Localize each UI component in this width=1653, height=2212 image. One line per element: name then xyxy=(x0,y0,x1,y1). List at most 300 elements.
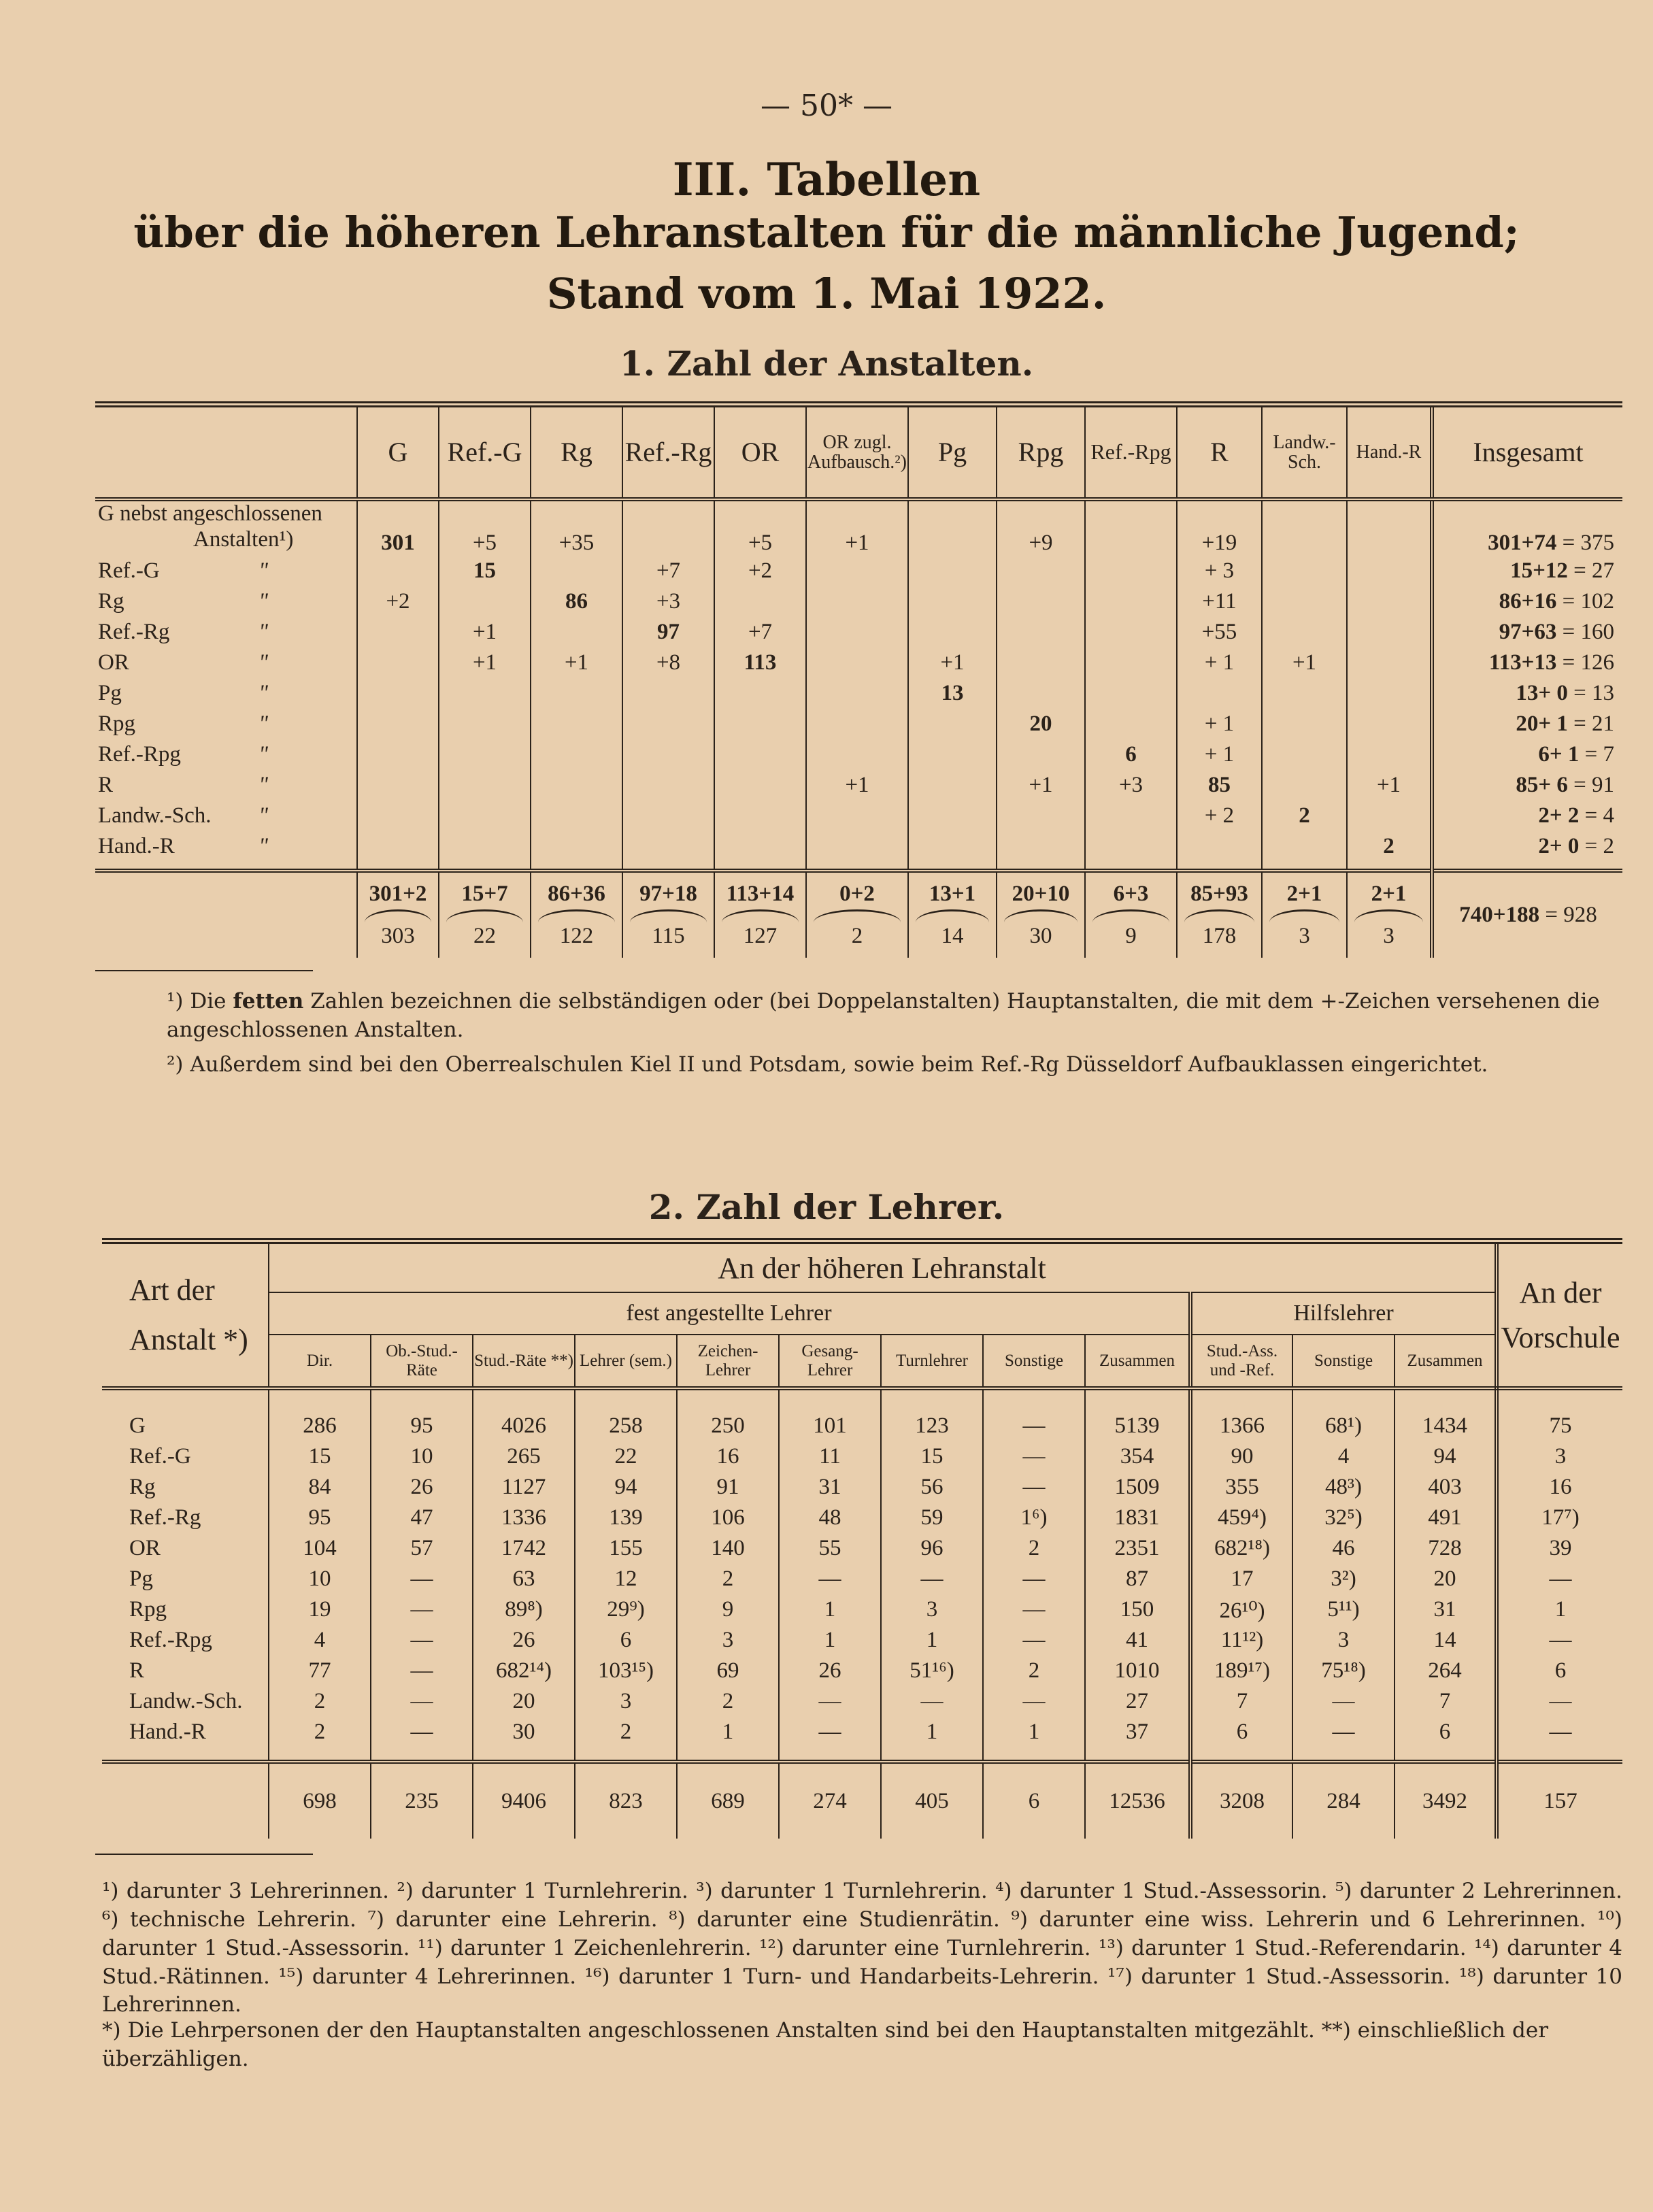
cell xyxy=(531,770,622,801)
cell: 150 xyxy=(1085,1594,1190,1625)
cell xyxy=(622,739,714,770)
cell: 20 xyxy=(997,709,1085,739)
table-row xyxy=(95,831,1622,862)
cell: 2 xyxy=(983,1533,1085,1564)
cell: 1 xyxy=(677,1717,779,1747)
cell: — xyxy=(1292,1717,1395,1747)
cell: 41 xyxy=(1085,1625,1190,1656)
ditto-mark: " xyxy=(258,589,268,614)
table-row xyxy=(102,1503,1622,1533)
sum-cell: 3208 xyxy=(1190,1762,1292,1839)
cell: + 3 xyxy=(1177,556,1262,586)
sum-row xyxy=(102,1762,1622,1839)
row-label: Ref.-Rg " xyxy=(98,620,268,644)
ditto-mark: " xyxy=(258,650,268,675)
header-art: Art der Anstalt *) xyxy=(102,1241,269,1389)
cell: 6 xyxy=(575,1625,677,1656)
cell xyxy=(1085,831,1177,862)
row-label: Rpg " xyxy=(98,711,268,736)
cell: 68¹) xyxy=(1292,1411,1395,1441)
table-row xyxy=(102,1717,1622,1747)
cell xyxy=(1262,709,1347,739)
header-stud-raete: Stud.-Räte **) xyxy=(473,1335,575,1388)
cell xyxy=(908,709,997,739)
header-r: R xyxy=(1177,405,1262,500)
sum-cell: 15+7 22 xyxy=(439,871,531,958)
cell xyxy=(1262,556,1347,586)
header-ob-stud-raete: Ob.-Stud.-Räte xyxy=(371,1335,473,1388)
row-label xyxy=(95,499,357,556)
cell xyxy=(1262,831,1347,862)
cell: 6 xyxy=(1085,739,1177,770)
ditto-mark: " xyxy=(258,742,268,767)
cell xyxy=(1085,499,1177,556)
cell xyxy=(1085,678,1177,709)
cell: 2 xyxy=(575,1717,677,1747)
cell: 6 xyxy=(1395,1717,1497,1747)
cell: 2 xyxy=(983,1656,1085,1686)
cell xyxy=(531,709,622,739)
row-label: Ref.-G xyxy=(129,1444,191,1469)
row-label: Rg xyxy=(129,1475,156,1499)
cell: 682¹⁸) xyxy=(1190,1533,1292,1564)
cell xyxy=(439,709,531,739)
cell: 7 xyxy=(1190,1686,1292,1717)
cell xyxy=(714,586,806,617)
cell xyxy=(1085,801,1177,831)
cell: 85 xyxy=(1177,770,1262,801)
row-label-line1: G nebst angeschlossenen xyxy=(98,501,322,526)
cell: — xyxy=(779,1564,881,1594)
row-total: 86+16 = 102 xyxy=(1432,586,1622,617)
cell xyxy=(1347,586,1432,617)
table2-footnote-star: *) Die Lehrpersonen der den Hauptanstalten angeschlossenen Anstalten sind bei den Hauptanstalten mitgezählt. **) einschließlich der überzähligen. xyxy=(102,2018,1549,2071)
ditto-mark: " xyxy=(258,711,268,736)
table-row xyxy=(102,1625,1622,1656)
cell: 3 xyxy=(677,1625,779,1656)
table1-footnote-2: ²) Außerdem sind bei den Oberrealschulen Kiel II und Potsdam, sowie beim Ref.-Rg Düsseldorf Aufbauklassen eingerichtet. xyxy=(167,1052,1488,1077)
cell xyxy=(531,831,622,862)
cell: +1 xyxy=(1262,648,1347,678)
cell xyxy=(806,831,908,862)
sum-cell: 823 xyxy=(575,1762,677,1839)
sum-cell: 20+10 30 xyxy=(997,871,1085,958)
sum-cell: 284 xyxy=(1292,1762,1395,1839)
cell xyxy=(439,801,531,831)
cell: 26 xyxy=(473,1625,575,1656)
cell xyxy=(1347,617,1432,648)
header-g: G xyxy=(357,405,439,500)
cell: 17⁷) xyxy=(1497,1503,1622,1533)
cell: +2 xyxy=(357,586,439,617)
cell: 97 xyxy=(622,617,714,648)
cell: + 1 xyxy=(1177,648,1262,678)
row-total: 113+13 = 126 xyxy=(1432,648,1622,678)
ditto-mark: " xyxy=(258,681,268,705)
cell: 2351 xyxy=(1085,1533,1190,1564)
row-label: G xyxy=(129,1413,146,1438)
cell: +1 xyxy=(439,617,531,648)
header-main: An der höheren Lehranstalt xyxy=(269,1241,1497,1293)
cell xyxy=(908,831,997,862)
cell: 106 xyxy=(677,1503,779,1533)
cell: 250 xyxy=(677,1411,779,1441)
header-fest: fest angestellte Lehrer xyxy=(269,1292,1190,1335)
cell: +11 xyxy=(1177,586,1262,617)
cell: 3 xyxy=(881,1594,983,1625)
cell xyxy=(908,499,997,556)
cell xyxy=(908,586,997,617)
cell xyxy=(806,678,908,709)
header-insgesamt: Insgesamt xyxy=(1432,405,1622,500)
header-hilf-zusammen: Zusammen xyxy=(1395,1335,1497,1388)
cell xyxy=(622,499,714,556)
cell xyxy=(439,739,531,770)
cell: 2 xyxy=(269,1717,371,1747)
cell: +35 xyxy=(531,499,622,556)
table-row xyxy=(102,1472,1622,1503)
row-label: Landw.-Sch. xyxy=(129,1689,243,1713)
ditto-mark: " xyxy=(258,558,268,583)
cell: — xyxy=(1497,1717,1622,1747)
cell: 2 xyxy=(677,1564,779,1594)
cell xyxy=(1347,739,1432,770)
cell: 87 xyxy=(1085,1564,1190,1594)
sum-cell: 689 xyxy=(677,1762,779,1839)
sum-cell: 13+1 14 xyxy=(908,871,997,958)
ditto-mark: " xyxy=(258,620,268,644)
cell xyxy=(1085,586,1177,617)
cell: 26 xyxy=(779,1656,881,1686)
cell xyxy=(997,617,1085,648)
sum-cell: 97+18 115 xyxy=(622,871,714,958)
cell: — xyxy=(779,1717,881,1747)
header-ref-g: Ref.-G xyxy=(439,405,531,500)
cell: 103¹⁵) xyxy=(575,1656,677,1686)
sum-cell: 0+2 2 xyxy=(806,871,908,958)
cell: 155 xyxy=(575,1533,677,1564)
cell: +3 xyxy=(622,586,714,617)
row-label: Hand.-R xyxy=(129,1720,206,1744)
cell: 11¹²) xyxy=(1190,1625,1292,1656)
cell: 3 xyxy=(575,1686,677,1717)
table1-footnote-1: ¹) Die fetten Zahlen bezeichnen die selbständigen oder (bei Doppelanstalten) Hauptanstalten, die mit dem +-Zeichen versehenen die angeschlossenen Anstalten. xyxy=(167,989,1600,1042)
cell xyxy=(1262,499,1347,556)
cell: 491 xyxy=(1395,1503,1497,1533)
header-landw: Landw.-Sch. xyxy=(1262,405,1347,500)
cell xyxy=(357,770,439,801)
table-row xyxy=(95,739,1622,770)
ditto-mark: " xyxy=(258,773,268,797)
cell: 9 xyxy=(677,1594,779,1625)
row-label: R " xyxy=(98,773,268,797)
cell xyxy=(622,831,714,862)
cell xyxy=(622,678,714,709)
cell xyxy=(1177,831,1262,862)
table2-footnotes: ¹) darunter 3 Lehrerinnen. ²) darunter 1 Turnlehrerin. ³) darunter 1 Turnlehrerin. ⁴) darunter 1 Stud.-Assessorin. ⁵) darunter 2 Lehrerinnen. ⁶) technische Lehrerin. ⁷) darunter eine Lehrerin. ⁸) darunter eine Studienrätin. ⁹) darunter eine wiss. Lehrerin und 6 Lehrerinnen. ¹⁰) darunter 1 Stud.-Assessorin. ¹¹) darunter 1 Zeichenlehrerin. ¹²) darunter eine Turnlehrerin. ¹³) darunter 1 Stud.-Referendarin. ¹⁴) darunter 4 Stud.-Rätinnen. ¹⁵) darunter 4 Lehrerinnen. ¹⁶) darunter 1 Turn- und Handarbeits-Lehrerin. ¹⁷) darunter 1 Stud.-Assessorin. ¹⁸) darunter 10 Lehrerinnen. xyxy=(102,1879,1622,2017)
cell: 3²) xyxy=(1292,1564,1395,1594)
cell xyxy=(908,770,997,801)
cell: — xyxy=(983,1441,1085,1472)
cell xyxy=(1347,648,1432,678)
cell xyxy=(531,617,622,648)
cell: 31 xyxy=(1395,1594,1497,1625)
table-row xyxy=(102,1656,1622,1686)
cell: 1 xyxy=(779,1594,881,1625)
institutions-table xyxy=(95,401,1622,958)
cell xyxy=(1262,617,1347,648)
sum-cell: 405 xyxy=(881,1762,983,1839)
cell xyxy=(806,739,908,770)
sum-cell: 6 xyxy=(983,1762,1085,1839)
cell: — xyxy=(1497,1625,1622,1656)
date-line: Stand vom 1. Mai 1922. xyxy=(546,269,1107,318)
cell: 29⁹) xyxy=(575,1594,677,1625)
row-total: 2+ 0 = 2 xyxy=(1432,831,1622,862)
ditto-mark: " xyxy=(258,803,268,828)
cell: 355 xyxy=(1190,1472,1292,1503)
cell: +7 xyxy=(622,556,714,586)
header-gesanglehrer: Gesang-Lehrer xyxy=(779,1335,881,1388)
table-row xyxy=(95,499,1622,556)
cell xyxy=(622,770,714,801)
teachers-table xyxy=(102,1238,1622,1839)
cell xyxy=(997,831,1085,862)
cell: 86 xyxy=(531,586,622,617)
cell: 46 xyxy=(1292,1533,1395,1564)
table-row xyxy=(95,617,1622,648)
cell: 48³) xyxy=(1292,1472,1395,1503)
cell xyxy=(531,739,622,770)
table-row xyxy=(95,678,1622,709)
cell: — xyxy=(983,1564,1085,1594)
cell: 10 xyxy=(371,1441,473,1472)
cell: 90 xyxy=(1190,1441,1292,1472)
cell xyxy=(1347,709,1432,739)
cell: 27 xyxy=(1085,1686,1190,1717)
cell: — xyxy=(881,1686,983,1717)
cell: 16 xyxy=(677,1441,779,1472)
cell: 3 xyxy=(1292,1625,1395,1656)
cell xyxy=(714,770,806,801)
cell: 30 xyxy=(473,1717,575,1747)
table-row xyxy=(102,1686,1622,1717)
sum-cell: 2+1 3 xyxy=(1262,871,1347,958)
cell xyxy=(1347,678,1432,709)
cell: +8 xyxy=(622,648,714,678)
cell: 51¹⁶) xyxy=(881,1656,983,1686)
cell xyxy=(908,556,997,586)
cell xyxy=(357,648,439,678)
cell xyxy=(1085,648,1177,678)
cell xyxy=(531,556,622,586)
cell: 2 xyxy=(1262,801,1347,831)
cell: 258 xyxy=(575,1411,677,1441)
sum-cell: 274 xyxy=(779,1762,881,1839)
cell xyxy=(714,801,806,831)
cell: +9 xyxy=(997,499,1085,556)
sum-row xyxy=(95,871,1622,958)
row-total: 97+63 = 160 xyxy=(1432,617,1622,648)
row-total: 13+ 0 = 13 xyxy=(1432,678,1622,709)
cell xyxy=(908,617,997,648)
cell: +1 xyxy=(806,499,908,556)
cell: 20 xyxy=(1395,1564,1497,1594)
sum-label-blank xyxy=(95,871,357,958)
cell xyxy=(531,678,622,709)
cell: 104 xyxy=(269,1533,371,1564)
header-hilf: Hilfslehrer xyxy=(1190,1292,1497,1335)
cell: +1 xyxy=(1347,770,1432,801)
cell xyxy=(1177,678,1262,709)
row-label: Ref.-Rpg " xyxy=(98,742,268,767)
cell: +1 xyxy=(439,648,531,678)
cell: 7 xyxy=(1395,1686,1497,1717)
cell xyxy=(997,739,1085,770)
cell: 459⁴) xyxy=(1190,1503,1292,1533)
header-or: OR xyxy=(714,405,806,500)
cell: 89⁸) xyxy=(473,1594,575,1625)
cell: 95 xyxy=(269,1503,371,1533)
table-row xyxy=(102,1533,1622,1564)
cell xyxy=(1262,770,1347,801)
row-total: 85+ 6 = 91 xyxy=(1432,770,1622,801)
page-number: — 50* — xyxy=(761,88,892,123)
cell: 26 xyxy=(371,1472,473,1503)
subtitle: über die höheren Lehranstalten für die männliche Jugend; xyxy=(133,207,1520,257)
cell xyxy=(357,678,439,709)
cell: 1 xyxy=(881,1717,983,1747)
cell: +3 xyxy=(1085,770,1177,801)
cell: 1 xyxy=(1497,1594,1622,1625)
table2-title: 2. Zahl der Lehrer. xyxy=(648,1187,1005,1227)
row-label: Rpg xyxy=(129,1597,167,1622)
cell: — xyxy=(779,1686,881,1717)
cell: 2 xyxy=(677,1686,779,1717)
cell: 32⁵) xyxy=(1292,1503,1395,1533)
table1-header-row xyxy=(95,405,1622,500)
row-label: Landw.-Sch. " xyxy=(98,803,268,828)
cell xyxy=(997,586,1085,617)
row-total: 301+74 = 375 xyxy=(1432,499,1622,556)
cell xyxy=(357,556,439,586)
sum-cell: 301+2 303 xyxy=(357,871,439,958)
cell: 96 xyxy=(881,1533,983,1564)
cell: 14 xyxy=(1395,1625,1497,1656)
cell xyxy=(997,801,1085,831)
row-label: OR xyxy=(129,1536,161,1560)
cell: 19 xyxy=(269,1594,371,1625)
cell: 1831 xyxy=(1085,1503,1190,1533)
sum-cell: 157 xyxy=(1497,1762,1622,1839)
cell: — xyxy=(371,1625,473,1656)
cell: 113 xyxy=(714,648,806,678)
cell: 140 xyxy=(677,1533,779,1564)
cell: 11 xyxy=(779,1441,881,1472)
cell: 1 xyxy=(983,1717,1085,1747)
cell xyxy=(806,586,908,617)
cell: — xyxy=(371,1594,473,1625)
cell: 1 xyxy=(881,1625,983,1656)
header-pg: Pg xyxy=(908,405,997,500)
cell: + 1 xyxy=(1177,709,1262,739)
cell xyxy=(997,556,1085,586)
cell xyxy=(622,709,714,739)
cell: 57 xyxy=(371,1533,473,1564)
table1-title: 1. Zahl der Anstalten. xyxy=(619,343,1034,384)
sum-label-blank xyxy=(102,1762,269,1839)
cell: 1010 xyxy=(1085,1656,1190,1686)
cell: +1 xyxy=(908,648,997,678)
cell: 264 xyxy=(1395,1656,1497,1686)
cell: 1366 xyxy=(1190,1411,1292,1441)
header-vorschule: An der Vorschule xyxy=(1497,1241,1622,1389)
header-ref-rpg: Ref.-Rpg xyxy=(1085,405,1177,500)
cell: 4 xyxy=(1292,1441,1395,1472)
cell xyxy=(357,709,439,739)
cell xyxy=(357,739,439,770)
cell: 265 xyxy=(473,1441,575,1472)
cell: 5139 xyxy=(1085,1411,1190,1441)
row-label: Rg " xyxy=(98,589,268,614)
cell: 17 xyxy=(1190,1564,1292,1594)
cell: 47 xyxy=(371,1503,473,1533)
sum-cell: 85+93 178 xyxy=(1177,871,1262,958)
row-label: Ref.-G " xyxy=(98,558,268,583)
cell: 1509 xyxy=(1085,1472,1190,1503)
cell: 59 xyxy=(881,1503,983,1533)
cell: — xyxy=(983,1594,1085,1625)
cell: 5¹¹) xyxy=(1292,1594,1395,1625)
table-row xyxy=(95,770,1622,801)
cell: 31 xyxy=(779,1472,881,1503)
cell xyxy=(1262,739,1347,770)
cell: 48 xyxy=(779,1503,881,1533)
spacer-row xyxy=(102,1388,1622,1411)
grand-total: 740+188 = 928 xyxy=(1432,871,1622,958)
sum-cell: 113+14 127 xyxy=(714,871,806,958)
cell: 94 xyxy=(575,1472,677,1503)
cell xyxy=(1085,709,1177,739)
cell xyxy=(806,709,908,739)
cell: 13 xyxy=(908,678,997,709)
row-total: 15+12 = 27 xyxy=(1432,556,1622,586)
table-row xyxy=(95,801,1622,831)
row-total: 2+ 2 = 4 xyxy=(1432,801,1622,831)
cell xyxy=(357,801,439,831)
cell: 26¹⁰) xyxy=(1190,1594,1292,1625)
cell: — xyxy=(1292,1686,1395,1717)
cell: 2 xyxy=(1347,831,1432,862)
cell xyxy=(806,617,908,648)
cell: 39 xyxy=(1497,1533,1622,1564)
cell: +1 xyxy=(997,770,1085,801)
cell xyxy=(714,831,806,862)
cell: +1 xyxy=(531,648,622,678)
cell: 4026 xyxy=(473,1411,575,1441)
cell: 3 xyxy=(1497,1441,1622,1472)
cell: 15 xyxy=(439,556,531,586)
cell: 1⁶) xyxy=(983,1503,1085,1533)
footnote-divider xyxy=(95,1854,313,1855)
header-sonstige: Sonstige xyxy=(983,1335,1085,1388)
header-turnlehrer: Turnlehrer xyxy=(881,1335,983,1388)
cell: + 2 xyxy=(1177,801,1262,831)
cell: 189¹⁷) xyxy=(1190,1656,1292,1686)
sum-cell: 3492 xyxy=(1395,1762,1497,1839)
cell: — xyxy=(983,1625,1085,1656)
sum-cell: 6+3 9 xyxy=(1085,871,1177,958)
